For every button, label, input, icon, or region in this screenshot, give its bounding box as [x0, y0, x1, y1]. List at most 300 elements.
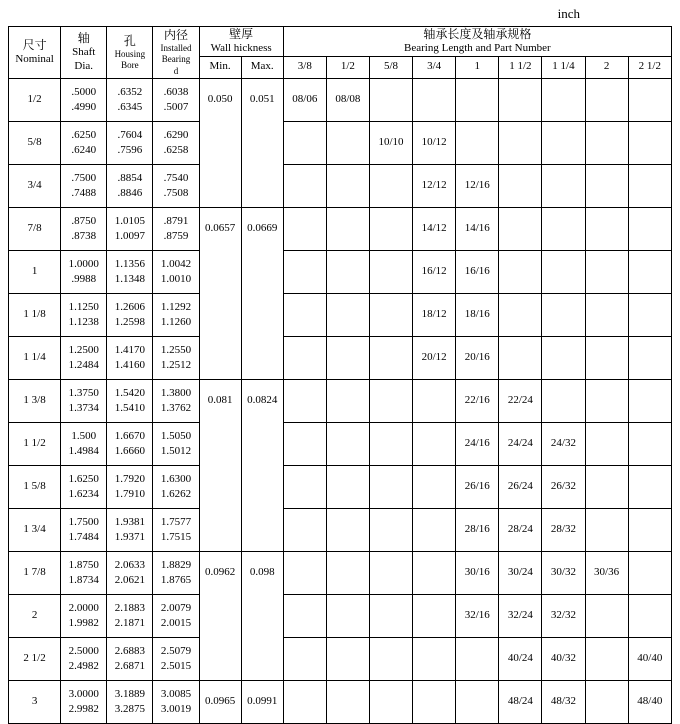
cell-wall-min [199, 465, 241, 508]
cell-nominal: 1 1/8 [9, 293, 61, 336]
cell-bearing [153, 594, 199, 637]
cell-part-number [628, 207, 671, 250]
cell-shaft-lower: 1.3734 [68, 401, 99, 414]
cell-part-number [628, 336, 671, 379]
cell-wall-min [199, 250, 241, 293]
cell-housing-lower: 3.2875 [114, 702, 145, 715]
cell-housing-upper: 1.6670 [114, 429, 145, 442]
cell-housing-lower: 1.5410 [114, 401, 145, 414]
cell-housing-upper: 1.1356 [114, 257, 145, 270]
cell-part-number [628, 465, 671, 508]
header-length-col-0: 3/8 [283, 56, 326, 78]
cell-housing [107, 379, 153, 422]
cell-part-number [369, 250, 412, 293]
cell-part-number: 16/16 [456, 250, 499, 293]
header-length-en: Bearing Length and Part Number [404, 42, 551, 54]
cell-housing-lower: 1.4160 [114, 358, 145, 371]
cell-part-number: 08/08 [326, 78, 369, 121]
cell-bearing-upper: 2.5079 [160, 644, 192, 657]
bearing-spec-table [8, 26, 672, 724]
cell-part-number [369, 680, 412, 723]
cell-part-number [628, 293, 671, 336]
cell-shaft [61, 336, 107, 379]
cell-part-number [628, 508, 671, 551]
cell-part-number [369, 637, 412, 680]
table-row [9, 508, 672, 551]
cell-part-number [542, 78, 585, 121]
header-housing [107, 27, 153, 79]
cell-part-number: 48/40 [628, 680, 671, 723]
cell-wall-max [241, 508, 283, 551]
cell-wall-max: 0.0669 [241, 207, 283, 250]
cell-part-number [628, 121, 671, 164]
header-length-col-6: 1 1/4 [542, 56, 585, 78]
cell-part-number [283, 164, 326, 207]
cell-nominal: 5/8 [9, 121, 61, 164]
cell-part-number [542, 207, 585, 250]
cell-shaft-lower: 2.9982 [68, 702, 99, 715]
cell-bearing-lower: 1.0010 [160, 272, 192, 285]
cell-wall-max: 0.0991 [241, 680, 283, 723]
cell-wall-max: 0.098 [241, 551, 283, 594]
cell-part-number [326, 508, 369, 551]
cell-bearing [153, 207, 199, 250]
cell-part-number [413, 594, 456, 637]
cell-wall-max [241, 465, 283, 508]
cell-part-number: 22/16 [456, 379, 499, 422]
cell-part-number [283, 379, 326, 422]
cell-housing [107, 508, 153, 551]
header-length-col-4: 1 [456, 56, 499, 78]
cell-part-number [499, 207, 542, 250]
header-length-col-8: 2 1/2 [628, 56, 671, 78]
cell-part-number [283, 637, 326, 680]
cell-part-number [369, 594, 412, 637]
cell-part-number [499, 164, 542, 207]
cell-bearing-upper: .7540 [163, 171, 189, 184]
cell-part-number [585, 207, 628, 250]
cell-shaft-lower: 1.7484 [68, 530, 99, 543]
cell-bearing-upper: 1.0042 [160, 257, 192, 270]
cell-housing-lower: 1.2598 [114, 315, 145, 328]
header-length-col-2: 5/8 [369, 56, 412, 78]
cell-part-number: 14/16 [456, 207, 499, 250]
cell-bearing [153, 465, 199, 508]
cell-nominal: 1 1/4 [9, 336, 61, 379]
cell-bearing-upper: .8791 [163, 214, 189, 227]
header-bearing-en1: Installed [160, 43, 192, 53]
cell-shaft [61, 121, 107, 164]
cell-part-number [456, 637, 499, 680]
cell-nominal: 2 1/2 [9, 637, 61, 680]
table-row [9, 379, 672, 422]
cell-bearing-lower: 1.1260 [160, 315, 192, 328]
cell-wall-max [241, 336, 283, 379]
cell-bearing-upper: 1.1292 [160, 300, 192, 313]
cell-housing-lower: 1.6660 [114, 444, 145, 457]
cell-bearing [153, 379, 199, 422]
cell-part-number [326, 465, 369, 508]
cell-part-number: 16/12 [413, 250, 456, 293]
header-housing-en1: Housing [114, 48, 146, 59]
cell-shaft-lower: .4990 [71, 100, 97, 113]
cell-part-number [326, 207, 369, 250]
cell-housing [107, 121, 153, 164]
cell-part-number [628, 164, 671, 207]
cell-nominal: 1 5/8 [9, 465, 61, 508]
table-row [9, 637, 672, 680]
cell-shaft-lower: 1.9982 [68, 616, 99, 629]
cell-part-number [369, 293, 412, 336]
cell-shaft-upper: 1.7500 [68, 515, 99, 528]
cell-bearing-lower: 1.6262 [160, 487, 192, 500]
cell-part-number: 28/16 [456, 508, 499, 551]
cell-part-number [326, 680, 369, 723]
header-nominal [9, 27, 61, 79]
cell-part-number: 18/16 [456, 293, 499, 336]
cell-housing-upper: 3.1889 [114, 687, 145, 700]
cell-part-number [499, 121, 542, 164]
header-nominal-cn: 尺寸 [22, 38, 47, 52]
cell-part-number [628, 551, 671, 594]
cell-housing [107, 336, 153, 379]
cell-wall-min: 0.081 [199, 379, 241, 422]
cell-shaft-upper: .6250 [71, 128, 97, 141]
cell-bearing-lower: .6258 [163, 143, 189, 156]
cell-housing-lower: .6345 [117, 100, 143, 113]
cell-bearing-upper: 1.3800 [160, 386, 192, 399]
cell-part-number [585, 121, 628, 164]
header-wall-cn: 壁厚 [229, 27, 254, 41]
cell-wall-min [199, 508, 241, 551]
cell-shaft-upper: 1.8750 [68, 558, 99, 571]
cell-part-number: 32/32 [542, 594, 585, 637]
cell-part-number: 28/24 [499, 508, 542, 551]
cell-part-number [585, 250, 628, 293]
cell-part-number [283, 508, 326, 551]
cell-bearing [153, 250, 199, 293]
cell-part-number [369, 379, 412, 422]
cell-bearing-lower: 1.3762 [160, 401, 192, 414]
cell-bearing-upper: 3.0085 [160, 687, 192, 700]
cell-shaft-upper: 2.5000 [68, 644, 99, 657]
cell-housing-upper: .7604 [117, 128, 143, 141]
cell-wall-max [241, 164, 283, 207]
cell-housing [107, 422, 153, 465]
cell-shaft-upper: 1.2500 [68, 343, 99, 356]
cell-part-number [369, 164, 412, 207]
cell-wall-max [241, 422, 283, 465]
cell-part-number: 10/12 [413, 121, 456, 164]
cell-part-number [456, 78, 499, 121]
cell-part-number [326, 121, 369, 164]
header-housing-en2: Bore [121, 59, 139, 70]
cell-shaft-upper: 3.0000 [68, 687, 99, 700]
cell-part-number [283, 465, 326, 508]
cell-part-number: 10/10 [369, 121, 412, 164]
cell-part-number: 20/16 [456, 336, 499, 379]
table-header [9, 27, 672, 79]
cell-nominal: 2 [9, 594, 61, 637]
cell-shaft-lower: .7488 [71, 186, 97, 199]
cell-part-number [628, 594, 671, 637]
cell-part-number [413, 680, 456, 723]
cell-shaft [61, 680, 107, 723]
cell-shaft [61, 637, 107, 680]
cell-part-number [628, 422, 671, 465]
cell-shaft-upper: 1.6250 [68, 472, 99, 485]
cell-part-number [585, 336, 628, 379]
cell-shaft-upper: 2.0000 [68, 601, 99, 614]
cell-part-number [369, 78, 412, 121]
cell-part-number: 20/12 [413, 336, 456, 379]
header-nominal-en: Nominal [15, 53, 54, 65]
cell-part-number: 30/32 [542, 551, 585, 594]
cell-shaft-upper: 1.0000 [68, 257, 99, 270]
cell-part-number [542, 164, 585, 207]
cell-part-number [283, 680, 326, 723]
cell-housing-upper: 2.6883 [114, 644, 145, 657]
cell-part-number [542, 293, 585, 336]
cell-bearing [153, 164, 199, 207]
cell-housing [107, 551, 153, 594]
cell-part-number: 12/12 [413, 164, 456, 207]
cell-part-number: 40/40 [628, 637, 671, 680]
cell-housing-upper: 1.2606 [114, 300, 145, 313]
cell-part-number [326, 164, 369, 207]
cell-wall-min [199, 422, 241, 465]
cell-shaft [61, 379, 107, 422]
cell-bearing [153, 637, 199, 680]
cell-part-number [369, 422, 412, 465]
cell-part-number [628, 78, 671, 121]
cell-part-number [542, 379, 585, 422]
table-row [9, 551, 672, 594]
header-length-col-7: 2 [585, 56, 628, 78]
cell-part-number: 14/12 [413, 207, 456, 250]
cell-wall-min: 0.050 [199, 78, 241, 121]
cell-housing [107, 637, 153, 680]
header-length-col-1: 1/2 [326, 56, 369, 78]
cell-bearing-lower: 3.0019 [160, 702, 192, 715]
cell-part-number [283, 121, 326, 164]
cell-shaft-upper: 1.1250 [68, 300, 99, 313]
cell-bearing-lower: 2.0015 [160, 616, 192, 629]
cell-bearing [153, 293, 199, 336]
cell-wall-min [199, 121, 241, 164]
cell-part-number: 48/32 [542, 680, 585, 723]
header-shaft-en2: Dia. [74, 59, 94, 72]
header-length-group [283, 27, 671, 57]
cell-part-number [456, 121, 499, 164]
cell-wall-min: 0.0962 [199, 551, 241, 594]
cell-housing-lower: 1.0097 [114, 229, 145, 242]
cell-shaft-upper: 1.3750 [68, 386, 99, 399]
cell-shaft [61, 164, 107, 207]
cell-bearing-upper: .6290 [163, 128, 189, 141]
cell-housing-lower: 1.1348 [114, 272, 145, 285]
cell-part-number [499, 336, 542, 379]
cell-housing-upper: 1.4170 [114, 343, 145, 356]
cell-housing-upper: .6352 [117, 85, 143, 98]
cell-housing-lower: 1.9371 [114, 530, 145, 543]
cell-part-number [413, 508, 456, 551]
cell-part-number [413, 379, 456, 422]
cell-shaft [61, 594, 107, 637]
cell-part-number [369, 465, 412, 508]
cell-part-number: 08/06 [283, 78, 326, 121]
header-bearing-en2: Bearing [161, 54, 191, 65]
header-shaft-en1: Shaft [72, 46, 96, 59]
cell-wall-min: 0.0965 [199, 680, 241, 723]
cell-wall-min [199, 594, 241, 637]
cell-part-number [283, 207, 326, 250]
header-wall-en: Wall hickness [210, 42, 272, 54]
cell-part-number [413, 422, 456, 465]
cell-shaft [61, 78, 107, 121]
cell-shaft [61, 422, 107, 465]
cell-part-number [283, 336, 326, 379]
cell-part-number [369, 336, 412, 379]
header-wall-max: Max. [241, 56, 283, 78]
cell-shaft-lower: 1.2484 [68, 358, 99, 371]
cell-part-number [585, 508, 628, 551]
header-bearing-en3: d [173, 65, 179, 76]
table-body [9, 78, 672, 723]
cell-shaft-lower: .6240 [71, 143, 97, 156]
cell-part-number: 30/16 [456, 551, 499, 594]
cell-shaft [61, 250, 107, 293]
cell-shaft-lower: 2.4982 [68, 659, 99, 672]
cell-part-number [585, 680, 628, 723]
header-shaft-cn: 轴 [77, 31, 90, 46]
cell-bearing-lower: 2.5015 [160, 659, 192, 672]
cell-part-number [283, 250, 326, 293]
cell-housing [107, 680, 153, 723]
cell-wall-min [199, 164, 241, 207]
cell-bearing-upper: .6038 [163, 85, 189, 98]
cell-part-number [283, 594, 326, 637]
cell-part-number [326, 250, 369, 293]
cell-part-number [326, 637, 369, 680]
cell-bearing-upper: 1.5050 [160, 429, 192, 442]
cell-housing [107, 594, 153, 637]
cell-part-number [585, 594, 628, 637]
cell-housing-upper: .8854 [117, 171, 143, 184]
cell-part-number [585, 422, 628, 465]
cell-shaft-upper: 1.500 [71, 429, 97, 442]
cell-shaft-upper: .8750 [71, 214, 97, 227]
cell-nominal: 1 7/8 [9, 551, 61, 594]
cell-part-number [585, 465, 628, 508]
cell-part-number: 30/36 [585, 551, 628, 594]
cell-nominal: 1 [9, 250, 61, 293]
cell-part-number [456, 680, 499, 723]
cell-part-number [326, 422, 369, 465]
unit-label: inch [557, 6, 580, 21]
cell-part-number [542, 121, 585, 164]
cell-part-number: 12/16 [456, 164, 499, 207]
table-row [9, 78, 672, 121]
cell-bearing [153, 508, 199, 551]
cell-shaft [61, 207, 107, 250]
cell-housing-upper: 1.7920 [114, 472, 145, 485]
cell-part-number [585, 379, 628, 422]
cell-part-number: 26/32 [542, 465, 585, 508]
cell-shaft [61, 551, 107, 594]
cell-part-number: 24/24 [499, 422, 542, 465]
table-row [9, 680, 672, 723]
cell-part-number [413, 637, 456, 680]
cell-part-number [499, 293, 542, 336]
table-row [9, 465, 672, 508]
cell-part-number: 30/24 [499, 551, 542, 594]
cell-part-number: 26/16 [456, 465, 499, 508]
cell-bearing-lower: .5007 [163, 100, 189, 113]
cell-bearing-lower: 1.5012 [160, 444, 192, 457]
cell-shaft [61, 508, 107, 551]
cell-housing [107, 164, 153, 207]
cell-shaft-lower: 1.1238 [68, 315, 99, 328]
cell-bearing [153, 78, 199, 121]
cell-part-number [326, 551, 369, 594]
spec-table-container [8, 26, 672, 724]
cell-nominal: 3/4 [9, 164, 61, 207]
cell-housing-lower: 1.7910 [114, 487, 145, 500]
cell-shaft [61, 293, 107, 336]
cell-housing-lower: .7596 [117, 143, 143, 156]
cell-nominal: 1/2 [9, 78, 61, 121]
cell-wall-max [241, 250, 283, 293]
cell-nominal: 1 3/8 [9, 379, 61, 422]
cell-part-number [499, 250, 542, 293]
cell-shaft-lower: 1.4984 [68, 444, 99, 457]
cell-part-number: 32/24 [499, 594, 542, 637]
header-length-col-5: 1 1/2 [499, 56, 542, 78]
cell-wall-max: 0.051 [241, 78, 283, 121]
cell-bearing [153, 336, 199, 379]
header-wall-min: Min. [199, 56, 241, 78]
cell-housing [107, 78, 153, 121]
cell-housing-upper: 1.5420 [114, 386, 145, 399]
cell-bearing-lower: 1.7515 [160, 530, 192, 543]
header-housing-cn: 孔 [123, 33, 136, 48]
cell-part-number [542, 336, 585, 379]
cell-housing-upper: 1.9381 [114, 515, 145, 528]
cell-shaft-lower: .8738 [71, 229, 97, 242]
cell-housing [107, 207, 153, 250]
table-row [9, 250, 672, 293]
cell-housing-upper: 2.1883 [114, 601, 145, 614]
cell-housing-lower: 2.0621 [114, 573, 145, 586]
cell-part-number [413, 78, 456, 121]
cell-bearing [153, 680, 199, 723]
table-row [9, 336, 672, 379]
cell-part-number: 40/32 [542, 637, 585, 680]
cell-part-number [628, 250, 671, 293]
cell-bearing-upper: 2.0079 [160, 601, 192, 614]
cell-part-number [369, 508, 412, 551]
cell-shaft [61, 465, 107, 508]
cell-part-number: 28/32 [542, 508, 585, 551]
cell-bearing-upper: 1.8829 [160, 558, 192, 571]
cell-part-number [585, 637, 628, 680]
cell-wall-max [241, 121, 283, 164]
cell-wall-max [241, 293, 283, 336]
cell-housing-upper: 2.0633 [114, 558, 145, 571]
cell-part-number [283, 422, 326, 465]
cell-part-number [585, 164, 628, 207]
